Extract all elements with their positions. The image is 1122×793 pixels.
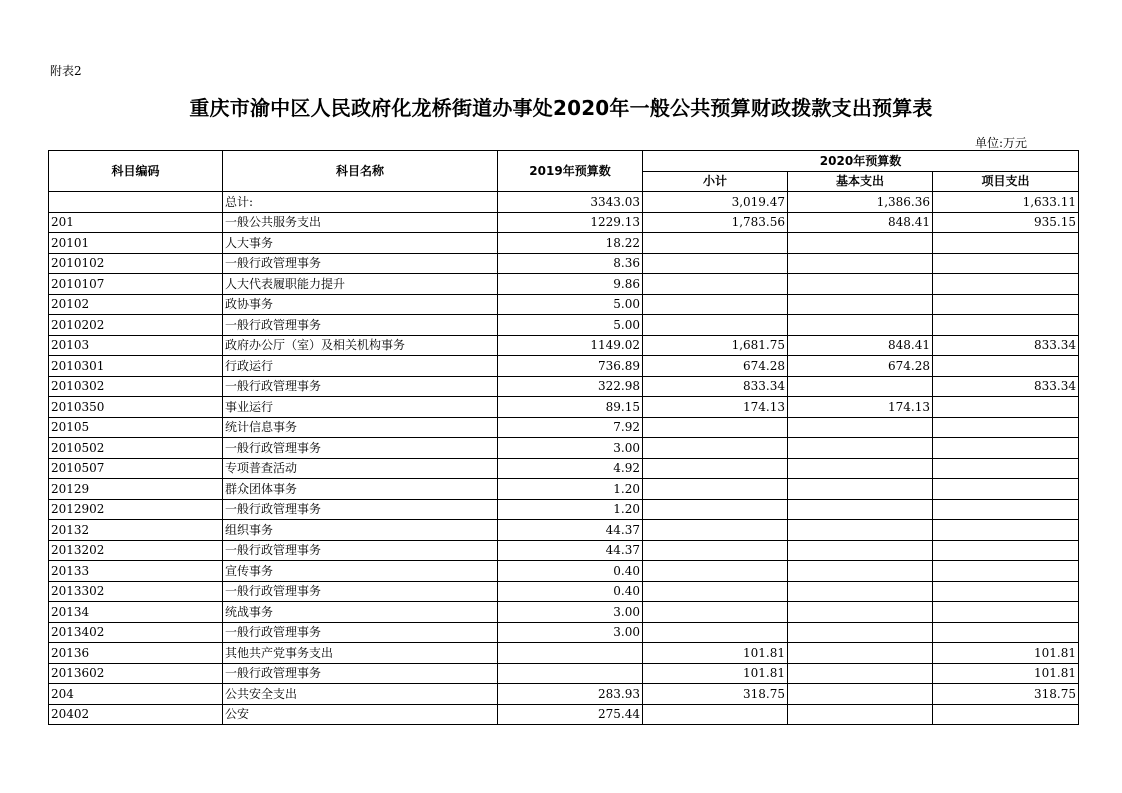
cell-project: 101.81	[933, 643, 1079, 664]
budget-table	[48, 150, 1079, 725]
cell-project	[933, 315, 1079, 336]
cell-budget-2019: 0.40	[498, 581, 643, 602]
cell-code: 204	[49, 684, 223, 705]
cell-basic	[788, 376, 933, 397]
cell-name: 一般行政管理事务	[223, 622, 498, 643]
cell-name: 一般行政管理事务	[223, 253, 498, 274]
cell-name: 统战事务	[223, 602, 498, 623]
cell-basic	[788, 561, 933, 582]
cell-subtotal	[643, 602, 788, 623]
cell-name: 一般行政管理事务	[223, 315, 498, 336]
table-row	[49, 294, 1079, 315]
cell-subtotal: 101.81	[643, 643, 788, 664]
cell-basic	[788, 581, 933, 602]
table-row	[49, 520, 1079, 541]
table-row	[49, 192, 1079, 213]
cell-project	[933, 540, 1079, 561]
cell-name: 人大代表履职能力提升	[223, 274, 498, 295]
table-row	[49, 212, 1079, 233]
table-row	[49, 643, 1079, 664]
cell-budget-2019: 5.00	[498, 315, 643, 336]
table-row	[49, 479, 1079, 500]
cell-name: 一般行政管理事务	[223, 376, 498, 397]
cell-project: 935.15	[933, 212, 1079, 233]
cell-budget-2019: 3.00	[498, 602, 643, 623]
cell-name: 事业运行	[223, 397, 498, 418]
cell-code: 2012902	[49, 499, 223, 520]
cell-basic	[788, 438, 933, 459]
cell-name: 宣传事务	[223, 561, 498, 582]
cell-subtotal: 1,681.75	[643, 335, 788, 356]
header-code: 科目编码	[49, 151, 223, 192]
cell-budget-2019: 1229.13	[498, 212, 643, 233]
cell-budget-2019	[498, 663, 643, 684]
cell-project	[933, 356, 1079, 377]
cell-budget-2019: 5.00	[498, 294, 643, 315]
cell-basic	[788, 520, 933, 541]
cell-subtotal: 318.75	[643, 684, 788, 705]
cell-subtotal	[643, 479, 788, 500]
cell-name: 政协事务	[223, 294, 498, 315]
cell-basic	[788, 499, 933, 520]
cell-basic: 848.41	[788, 212, 933, 233]
cell-basic	[788, 274, 933, 295]
cell-basic: 674.28	[788, 356, 933, 377]
attachment-label: 附表2	[50, 64, 82, 78]
cell-basic	[788, 233, 933, 254]
cell-name: 其他共产党事务支出	[223, 643, 498, 664]
cell-project	[933, 479, 1079, 500]
cell-code: 20134	[49, 602, 223, 623]
cell-project	[933, 581, 1079, 602]
unit-label: 单位:万元	[975, 136, 1028, 150]
cell-name: 一般行政管理事务	[223, 663, 498, 684]
table-row	[49, 561, 1079, 582]
cell-name: 一般行政管理事务	[223, 581, 498, 602]
cell-code: 2010302	[49, 376, 223, 397]
cell-code: 20105	[49, 417, 223, 438]
table-row	[49, 622, 1079, 643]
cell-basic	[788, 704, 933, 725]
cell-basic	[788, 684, 933, 705]
header-subtotal: 小计	[643, 171, 788, 192]
table-row	[49, 581, 1079, 602]
cell-basic	[788, 602, 933, 623]
cell-name: 行政运行	[223, 356, 498, 377]
header-budget-2019: 2019年预算数	[498, 151, 643, 192]
cell-code	[49, 192, 223, 213]
cell-subtotal	[643, 438, 788, 459]
cell-subtotal	[643, 540, 788, 561]
table-row	[49, 417, 1079, 438]
cell-budget-2019: 4.92	[498, 458, 643, 479]
cell-basic	[788, 479, 933, 500]
cell-subtotal	[643, 253, 788, 274]
header-budget-2020: 2020年预算数	[643, 151, 1079, 172]
cell-basic	[788, 663, 933, 684]
table-row	[49, 540, 1079, 561]
cell-budget-2019: 0.40	[498, 561, 643, 582]
cell-project	[933, 602, 1079, 623]
cell-code: 2010102	[49, 253, 223, 274]
table-row	[49, 704, 1079, 725]
cell-code: 2013602	[49, 663, 223, 684]
cell-budget-2019	[498, 643, 643, 664]
cell-code: 2010107	[49, 274, 223, 295]
cell-basic	[788, 417, 933, 438]
cell-basic: 848.41	[788, 335, 933, 356]
cell-basic	[788, 315, 933, 336]
table-row	[49, 233, 1079, 254]
cell-budget-2019: 322.98	[498, 376, 643, 397]
cell-project	[933, 397, 1079, 418]
cell-name: 专项普查活动	[223, 458, 498, 479]
cell-subtotal	[643, 315, 788, 336]
cell-project	[933, 233, 1079, 254]
cell-project	[933, 417, 1079, 438]
cell-subtotal	[643, 417, 788, 438]
table-row	[49, 684, 1079, 705]
table-row	[49, 253, 1079, 274]
cell-subtotal	[643, 561, 788, 582]
cell-subtotal: 3,019.47	[643, 192, 788, 213]
cell-subtotal	[643, 458, 788, 479]
cell-project	[933, 438, 1079, 459]
cell-code: 2010301	[49, 356, 223, 377]
cell-subtotal: 101.81	[643, 663, 788, 684]
cell-code: 2010507	[49, 458, 223, 479]
cell-project: 1,633.11	[933, 192, 1079, 213]
cell-code: 20136	[49, 643, 223, 664]
cell-budget-2019: 89.15	[498, 397, 643, 418]
cell-code: 2013202	[49, 540, 223, 561]
cell-project	[933, 561, 1079, 582]
cell-name: 一般行政管理事务	[223, 540, 498, 561]
cell-name: 政府办公厅（室）及相关机构事务	[223, 335, 498, 356]
cell-budget-2019: 1.20	[498, 479, 643, 500]
cell-project	[933, 622, 1079, 643]
cell-budget-2019: 9.86	[498, 274, 643, 295]
cell-subtotal	[643, 622, 788, 643]
cell-budget-2019: 1149.02	[498, 335, 643, 356]
cell-budget-2019: 3.00	[498, 622, 643, 643]
header-name: 科目名称	[223, 151, 498, 192]
cell-basic: 1,386.36	[788, 192, 933, 213]
cell-code: 201	[49, 212, 223, 233]
cell-budget-2019: 44.37	[498, 540, 643, 561]
cell-subtotal	[643, 233, 788, 254]
cell-basic	[788, 458, 933, 479]
cell-budget-2019: 8.36	[498, 253, 643, 274]
cell-project	[933, 520, 1079, 541]
cell-code: 2013402	[49, 622, 223, 643]
cell-basic	[788, 622, 933, 643]
cell-subtotal: 833.34	[643, 376, 788, 397]
cell-code: 20132	[49, 520, 223, 541]
cell-name: 一般公共服务支出	[223, 212, 498, 233]
cell-subtotal: 674.28	[643, 356, 788, 377]
cell-project	[933, 704, 1079, 725]
cell-code: 2013302	[49, 581, 223, 602]
cell-basic	[788, 294, 933, 315]
table-row	[49, 499, 1079, 520]
cell-budget-2019: 1.20	[498, 499, 643, 520]
cell-basic	[788, 540, 933, 561]
cell-project	[933, 458, 1079, 479]
cell-budget-2019: 736.89	[498, 356, 643, 377]
cell-basic	[788, 643, 933, 664]
cell-budget-2019: 275.44	[498, 704, 643, 725]
cell-name: 公安	[223, 704, 498, 725]
table-row	[49, 376, 1079, 397]
cell-subtotal: 1,783.56	[643, 212, 788, 233]
cell-code: 20133	[49, 561, 223, 582]
cell-code: 20101	[49, 233, 223, 254]
cell-basic: 174.13	[788, 397, 933, 418]
cell-project: 318.75	[933, 684, 1079, 705]
cell-name: 统计信息事务	[223, 417, 498, 438]
cell-project: 833.34	[933, 376, 1079, 397]
cell-subtotal	[643, 274, 788, 295]
cell-project	[933, 274, 1079, 295]
cell-code: 20402	[49, 704, 223, 725]
cell-budget-2019: 283.93	[498, 684, 643, 705]
table-row	[49, 602, 1079, 623]
table-row	[49, 458, 1079, 479]
cell-subtotal	[643, 520, 788, 541]
cell-name: 一般行政管理事务	[223, 438, 498, 459]
header-basic: 基本支出	[788, 171, 933, 192]
cell-code: 20129	[49, 479, 223, 500]
cell-budget-2019: 3.00	[498, 438, 643, 459]
table-row	[49, 315, 1079, 336]
cell-subtotal	[643, 499, 788, 520]
cell-name: 群众团体事务	[223, 479, 498, 500]
cell-name: 组织事务	[223, 520, 498, 541]
cell-name: 人大事务	[223, 233, 498, 254]
table-row	[49, 356, 1079, 377]
cell-code: 2010350	[49, 397, 223, 418]
header-project: 项目支出	[933, 171, 1079, 192]
cell-project	[933, 253, 1079, 274]
cell-subtotal	[643, 581, 788, 602]
cell-code: 20103	[49, 335, 223, 356]
cell-budget-2019: 7.92	[498, 417, 643, 438]
cell-budget-2019: 3343.03	[498, 192, 643, 213]
cell-basic	[788, 253, 933, 274]
page-title: 重庆市渝中区人民政府化龙桥街道办事处2020年一般公共预算财政拨款支出预算表	[189, 96, 933, 120]
cell-subtotal	[643, 704, 788, 725]
cell-project	[933, 294, 1079, 315]
cell-code: 2010202	[49, 315, 223, 336]
cell-budget-2019: 44.37	[498, 520, 643, 541]
cell-project	[933, 499, 1079, 520]
cell-subtotal: 174.13	[643, 397, 788, 418]
table-row	[49, 663, 1079, 684]
cell-name: 一般行政管理事务	[223, 499, 498, 520]
table-row	[49, 335, 1079, 356]
cell-project: 101.81	[933, 663, 1079, 684]
table-row	[49, 438, 1079, 459]
cell-name: 总计:	[223, 192, 498, 213]
table-row	[49, 274, 1079, 295]
cell-name: 公共安全支出	[223, 684, 498, 705]
table-header	[49, 151, 1079, 192]
table-body	[49, 192, 1079, 725]
table-row	[49, 397, 1079, 418]
cell-project: 833.34	[933, 335, 1079, 356]
cell-budget-2019: 18.22	[498, 233, 643, 254]
cell-subtotal	[643, 294, 788, 315]
cell-code: 2010502	[49, 438, 223, 459]
cell-code: 20102	[49, 294, 223, 315]
